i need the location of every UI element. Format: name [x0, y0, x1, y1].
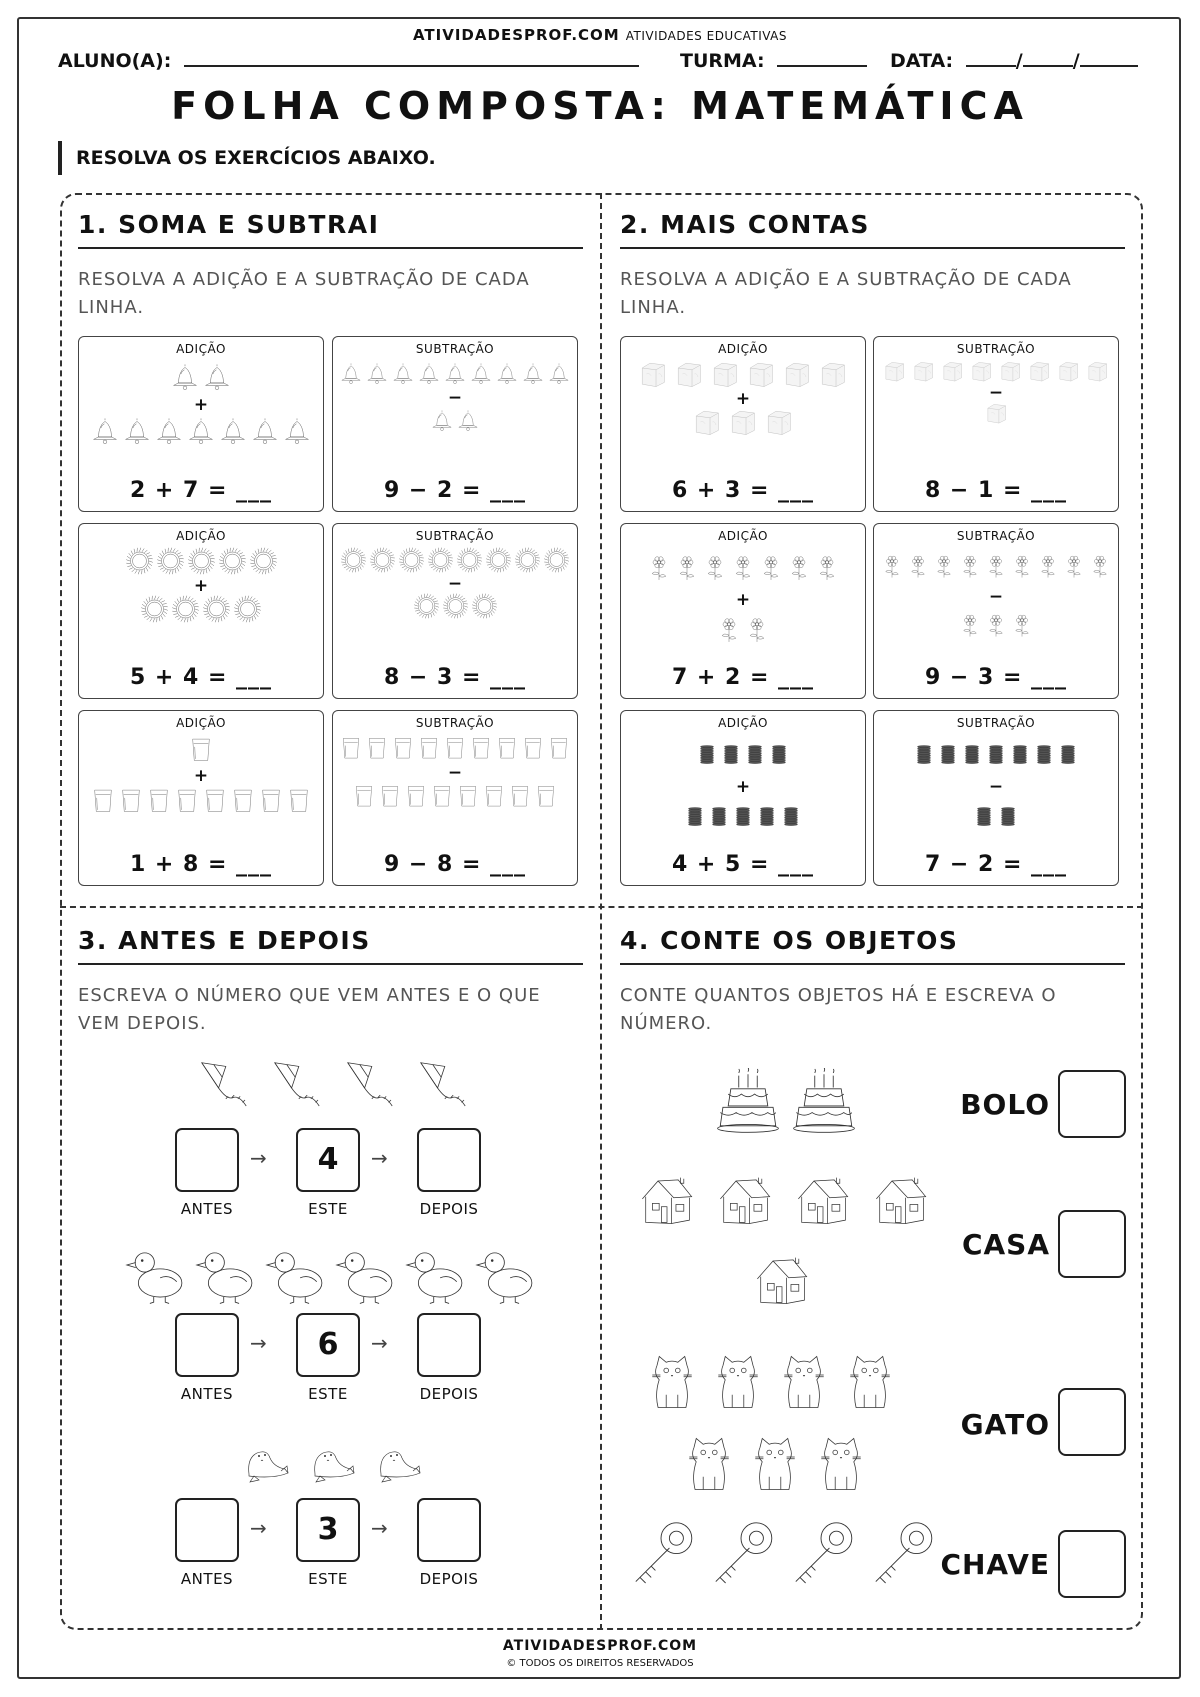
spring-icon — [985, 733, 1007, 777]
top-group — [874, 733, 1118, 777]
kite-icon — [263, 1058, 325, 1118]
spring-icon — [1009, 733, 1031, 777]
duck-icon — [263, 1240, 327, 1308]
bottom-group — [874, 605, 1118, 646]
glass-icon — [286, 784, 312, 817]
after-box[interactable] — [417, 1128, 481, 1192]
glass-icon — [482, 781, 506, 811]
operation-label: ADIÇÃO — [718, 716, 768, 730]
cake-icon — [791, 1068, 857, 1136]
date-field[interactable] — [890, 50, 1138, 72]
flower-icon — [958, 605, 982, 646]
sun-icon — [514, 546, 541, 574]
section-1-desc: RESOLVA A ADIÇÃO E A SUBTRAÇÃO DE CADA LINHA. — [78, 269, 530, 318]
arrow-icon: → — [371, 1331, 388, 1355]
class-blank[interactable] — [777, 51, 867, 67]
bell-icon — [365, 359, 389, 388]
bottom-group — [621, 407, 865, 437]
flower-icon — [880, 546, 904, 587]
operator: − — [988, 587, 1004, 607]
flower-icon — [984, 546, 1008, 587]
key-icon — [625, 1520, 697, 1590]
bottom-group — [79, 594, 323, 624]
flower-icon — [814, 546, 840, 590]
operator: + — [193, 766, 209, 786]
object-label: CASA — [961, 1228, 1050, 1261]
flower-icon — [932, 546, 956, 587]
bell-icon — [430, 406, 454, 435]
spring-icon — [1057, 733, 1079, 777]
glass-icon — [534, 781, 558, 811]
spring-icon — [720, 733, 742, 777]
flower-icon — [758, 546, 784, 590]
student-name-field[interactable] — [58, 50, 639, 72]
object-group — [747, 1252, 825, 1308]
key-icon — [785, 1520, 857, 1590]
glass-icon — [258, 784, 284, 817]
exercise-box[interactable] — [620, 336, 866, 512]
glass-icon — [508, 781, 532, 811]
sun-icon — [369, 546, 396, 574]
after-label: DEPOIS — [419, 1200, 479, 1218]
operation-label: ADIÇÃO — [176, 716, 226, 730]
glass-icon — [90, 784, 116, 817]
ice-cube-icon — [762, 407, 796, 437]
top-group — [79, 546, 323, 576]
equation[interactable]: 6 + 3 = ___ — [671, 478, 815, 503]
sun-icon — [218, 546, 247, 576]
bell-icon — [186, 413, 216, 449]
glass-icon — [495, 733, 519, 763]
flower-icon — [730, 546, 756, 590]
flower-icon — [1010, 546, 1034, 587]
glass-icon — [521, 733, 545, 763]
exercise-box[interactable] — [332, 523, 578, 699]
glass-icon — [352, 781, 376, 811]
bell-icon — [417, 359, 441, 388]
ice-cube-icon — [881, 359, 908, 383]
object-group — [625, 1520, 945, 1590]
exercise-box[interactable] — [332, 336, 578, 512]
ice-cube-icon — [780, 359, 814, 389]
site-header — [0, 26, 1200, 44]
before-label: ANTES — [180, 1570, 234, 1588]
date-year-blank[interactable] — [1080, 51, 1138, 67]
bottom-group — [621, 795, 865, 839]
seal-icon — [365, 1438, 427, 1488]
arrow-icon: → — [250, 1516, 267, 1540]
section-3-desc: ESCREVA O NÚMERO QUE VEM ANTES E O QUE VEM DEPOIS. — [78, 985, 541, 1034]
glass-icon — [174, 784, 200, 817]
before-box[interactable] — [175, 1128, 239, 1192]
top-group — [874, 546, 1118, 587]
bell-icon — [456, 406, 480, 435]
house-icon — [866, 1172, 936, 1228]
spring-icon — [708, 795, 730, 839]
flower-icon — [984, 605, 1008, 646]
glass-icon — [469, 733, 493, 763]
operation-label: ADIÇÃO — [176, 342, 226, 356]
cat-icon — [680, 1428, 738, 1500]
operation-label: SUBTRAÇÃO — [956, 529, 1036, 543]
exercise-box[interactable] — [873, 336, 1119, 512]
sun-icon — [202, 594, 231, 624]
object-group — [632, 1172, 944, 1228]
object-group — [680, 1428, 878, 1500]
bottom-group — [621, 608, 865, 652]
vertical-divider — [600, 193, 602, 1630]
object-group — [715, 1068, 867, 1136]
glass-icon — [404, 781, 428, 811]
section-4-title: 4. CONTE OS OBJETOS — [620, 926, 1125, 965]
operation-label: SUBTRAÇÃO — [956, 716, 1036, 730]
bell-icon — [170, 359, 200, 395]
equation[interactable]: 9 − 3 = ___ — [924, 665, 1068, 690]
footer-site: ATIVIDADESPROF.COM — [502, 1638, 698, 1654]
after-box[interactable] — [417, 1498, 481, 1562]
sun-icon — [413, 592, 440, 620]
house-icon — [747, 1252, 817, 1308]
sun-icon — [140, 594, 169, 624]
glass-icon — [417, 733, 441, 763]
site-name: ATIVIDADESPROF.COM — [412, 26, 620, 44]
bottom-group — [874, 401, 1118, 425]
flower-icon — [958, 546, 982, 587]
ice-cube-icon — [1084, 359, 1111, 383]
equation[interactable]: 9 − 2 = ___ — [383, 478, 527, 503]
page-title: FOLHA COMPOSTA: MATEMÁTICA — [171, 84, 1029, 128]
glass-icon — [202, 784, 228, 817]
operator: − — [447, 574, 463, 594]
operation-label: SUBTRAÇÃO — [415, 342, 495, 356]
count-answer-box[interactable] — [1058, 1210, 1126, 1278]
flower-icon — [1010, 605, 1034, 646]
key-icon — [705, 1520, 777, 1590]
duck-icon — [403, 1240, 467, 1308]
footer-rights: © TODOS OS DIREITOS RESERVADOS — [506, 1658, 694, 1669]
top-group — [621, 359, 865, 389]
before-label: ANTES — [180, 1200, 234, 1218]
date-sep: / — [1015, 50, 1023, 72]
after-label: DEPOIS — [419, 1385, 479, 1403]
operator: − — [447, 763, 463, 783]
equation[interactable]: 8 − 1 = ___ — [924, 478, 1068, 503]
equation[interactable]: 5 + 4 = ___ — [129, 665, 273, 690]
equation[interactable]: 4 + 5 = ___ — [671, 852, 815, 877]
glass-icon — [230, 784, 256, 817]
section-2-desc: RESOLVA A ADIÇÃO E A SUBTRAÇÃO DE CADA LINHA. — [620, 269, 1072, 318]
operation-label: ADIÇÃO — [718, 342, 768, 356]
sun-icon — [485, 546, 512, 574]
kite-icon — [190, 1058, 252, 1118]
cat-icon — [746, 1428, 804, 1500]
horizontal-divider — [60, 906, 1143, 908]
count-answer-box[interactable] — [1058, 1388, 1126, 1456]
sun-icon — [442, 592, 469, 620]
bell-icon — [547, 359, 571, 388]
flower-icon — [786, 546, 812, 590]
arrow-icon: → — [371, 1516, 388, 1540]
kite-icon — [336, 1058, 398, 1118]
this-label: ESTE — [308, 1570, 348, 1588]
flower-icon — [906, 546, 930, 587]
this-label: ESTE — [308, 1200, 348, 1218]
sun-icon — [471, 592, 498, 620]
equation[interactable]: 1 + 8 = ___ — [129, 852, 273, 877]
bell-icon — [250, 413, 280, 449]
bell-icon — [282, 413, 312, 449]
date-day-blank[interactable] — [966, 51, 1016, 67]
cat-icon — [812, 1428, 870, 1500]
top-group — [621, 733, 865, 777]
sun-icon — [249, 546, 278, 576]
operator: + — [193, 395, 209, 415]
house-icon — [710, 1172, 780, 1228]
spring-icon — [1033, 733, 1055, 777]
equation[interactable]: 9 − 8 = ___ — [383, 852, 527, 877]
section-3-title: 3. ANTES E DEPOIS — [78, 926, 583, 965]
ice-cube-icon — [983, 401, 1010, 425]
cat-icon — [841, 1346, 899, 1418]
duck-icon — [333, 1240, 397, 1308]
cat-icon — [775, 1346, 833, 1418]
equation[interactable]: 8 − 3 = ___ — [383, 665, 527, 690]
ice-cube-icon — [708, 359, 742, 389]
bell-icon — [495, 359, 519, 388]
ice-cube-icon — [1055, 359, 1082, 383]
exercise-box[interactable] — [873, 710, 1119, 886]
glass-icon — [365, 733, 389, 763]
bottom-group — [333, 592, 577, 620]
this-box: 3 — [296, 1498, 360, 1562]
count-answer-box[interactable] — [1058, 1070, 1126, 1138]
spring-icon — [961, 733, 983, 777]
section-1-title: 1. SOMA E SUBTRAI — [78, 210, 583, 249]
sun-icon — [187, 546, 216, 576]
flower-icon — [1062, 546, 1086, 587]
student-name-blank[interactable] — [184, 51, 639, 67]
ice-cube-icon — [939, 359, 966, 383]
ice-cube-icon — [672, 359, 706, 389]
operator: + — [735, 590, 751, 610]
picture-row — [120, 1240, 540, 1308]
exercise-box[interactable] — [332, 710, 578, 886]
section-2-title: 2. MAIS CONTAS — [620, 210, 1125, 249]
flower-icon — [744, 608, 770, 652]
equation[interactable]: 7 + 2 = ___ — [671, 665, 815, 690]
ice-cube-icon — [968, 359, 995, 383]
bell-icon — [443, 359, 467, 388]
date-month-blank[interactable] — [1023, 51, 1073, 67]
cat-icon — [709, 1346, 767, 1418]
spring-icon — [756, 795, 778, 839]
bottom-group — [333, 406, 577, 435]
bottom-group — [874, 795, 1118, 839]
bell-icon — [339, 359, 363, 388]
sun-icon — [398, 546, 425, 574]
date-label: DATA: — [890, 50, 954, 72]
spring-icon — [684, 795, 706, 839]
spring-icon — [744, 733, 766, 777]
sun-icon — [233, 594, 262, 624]
seal-icon — [299, 1438, 361, 1488]
bottom-group — [79, 413, 323, 449]
operator: − — [988, 383, 1004, 403]
spring-icon — [973, 795, 995, 839]
operator: + — [193, 576, 209, 596]
flower-icon — [674, 546, 700, 590]
count-answer-box[interactable] — [1058, 1530, 1126, 1598]
before-label: ANTES — [180, 1385, 234, 1403]
arrow-icon: → — [250, 1146, 267, 1170]
glass-icon — [443, 733, 467, 763]
operator: − — [447, 388, 463, 408]
top-group — [79, 359, 323, 395]
sun-icon — [156, 546, 185, 576]
exercise-box[interactable] — [620, 710, 866, 886]
operation-label: SUBTRAÇÃO — [956, 342, 1036, 356]
sun-icon — [340, 546, 367, 574]
kite-icon — [409, 1058, 471, 1118]
flower-icon — [646, 546, 672, 590]
ice-cube-icon — [690, 407, 724, 437]
class-field[interactable] — [680, 50, 867, 72]
glass-icon — [391, 733, 415, 763]
ice-cube-icon — [1026, 359, 1053, 383]
after-label: DEPOIS — [419, 1570, 479, 1588]
equation[interactable]: 7 − 2 = ___ — [924, 852, 1068, 877]
site-tag: ATIVIDADES EDUCATIVAS — [625, 29, 788, 43]
class-label: TURMA: — [680, 50, 765, 72]
flower-icon — [716, 608, 742, 652]
seal-icon — [233, 1438, 295, 1488]
glass-icon — [339, 733, 363, 763]
date-sep: / — [1072, 50, 1080, 72]
picture-row — [231, 1438, 429, 1488]
object-label: CHAVE — [940, 1548, 1050, 1581]
ice-cube-icon — [636, 359, 670, 389]
duck-icon — [473, 1240, 537, 1308]
equation[interactable]: 2 + 7 = ___ — [129, 478, 273, 503]
bell-icon — [122, 413, 152, 449]
before-box[interactable] — [175, 1498, 239, 1562]
operation-label: SUBTRAÇÃO — [415, 716, 495, 730]
object-label: GATO — [960, 1408, 1050, 1441]
operation-label: SUBTRAÇÃO — [415, 529, 495, 543]
house-icon — [788, 1172, 858, 1228]
bottom-group — [79, 784, 323, 817]
glass-icon — [456, 781, 480, 811]
top-group — [333, 359, 577, 388]
duck-icon — [193, 1240, 257, 1308]
arrow-icon: → — [371, 1146, 388, 1170]
picture-row — [184, 1058, 476, 1118]
sun-icon — [456, 546, 483, 574]
flower-icon — [1088, 546, 1112, 587]
object-group — [643, 1346, 907, 1418]
spring-icon — [768, 733, 790, 777]
operator: + — [735, 389, 751, 409]
spring-icon — [696, 733, 718, 777]
arrow-icon: → — [250, 1331, 267, 1355]
this-box: 4 — [296, 1128, 360, 1192]
sun-icon — [125, 546, 154, 576]
bell-icon — [391, 359, 415, 388]
cake-icon — [715, 1068, 781, 1136]
top-group — [621, 546, 865, 590]
instruction: RESOLVA OS EXERCÍCIOS ABAIXO. — [58, 141, 436, 175]
bell-icon — [521, 359, 545, 388]
this-box: 6 — [296, 1313, 360, 1377]
bottom-group — [333, 781, 577, 811]
exercise-box[interactable] — [78, 523, 324, 699]
bell-icon — [218, 413, 248, 449]
house-icon — [632, 1172, 702, 1228]
spring-icon — [780, 795, 802, 839]
operation-label: ADIÇÃO — [718, 529, 768, 543]
before-box[interactable] — [175, 1313, 239, 1377]
bell-icon — [202, 359, 232, 395]
flower-icon — [702, 546, 728, 590]
exercise-box[interactable] — [78, 336, 324, 512]
top-group — [874, 359, 1118, 383]
bell-icon — [90, 413, 120, 449]
operator: + — [735, 777, 751, 797]
glass-icon — [430, 781, 454, 811]
ice-cube-icon — [997, 359, 1024, 383]
after-box[interactable] — [417, 1313, 481, 1377]
spring-icon — [937, 733, 959, 777]
exercise-box[interactable] — [620, 523, 866, 699]
ice-cube-icon — [910, 359, 937, 383]
glass-icon — [378, 781, 402, 811]
sun-icon — [171, 594, 200, 624]
duck-icon — [123, 1240, 187, 1308]
ice-cube-icon — [726, 407, 760, 437]
spring-icon — [913, 733, 935, 777]
top-group — [333, 733, 577, 763]
ice-cube-icon — [744, 359, 778, 389]
exercise-box[interactable] — [873, 523, 1119, 699]
flower-icon — [1036, 546, 1060, 587]
glass-icon — [118, 784, 144, 817]
sun-icon — [543, 546, 570, 574]
top-group — [333, 546, 577, 574]
sun-icon — [427, 546, 454, 574]
operator: − — [988, 777, 1004, 797]
student-label: ALUNO(A): — [58, 50, 172, 72]
section-4-desc: CONTE QUANTOS OBJETOS HÁ E ESCREVA O NÚMERO. — [620, 985, 1057, 1034]
bell-icon — [154, 413, 184, 449]
spring-icon — [997, 795, 1019, 839]
exercise-box[interactable] — [78, 710, 324, 886]
glass-icon — [188, 733, 214, 766]
cat-icon — [643, 1346, 701, 1418]
bell-icon — [469, 359, 493, 388]
ice-cube-icon — [816, 359, 850, 389]
top-group — [79, 733, 323, 766]
this-label: ESTE — [308, 1385, 348, 1403]
spring-icon — [732, 795, 754, 839]
operation-label: ADIÇÃO — [176, 529, 226, 543]
glass-icon — [146, 784, 172, 817]
object-label: BOLO — [960, 1088, 1050, 1121]
glass-icon — [547, 733, 571, 763]
